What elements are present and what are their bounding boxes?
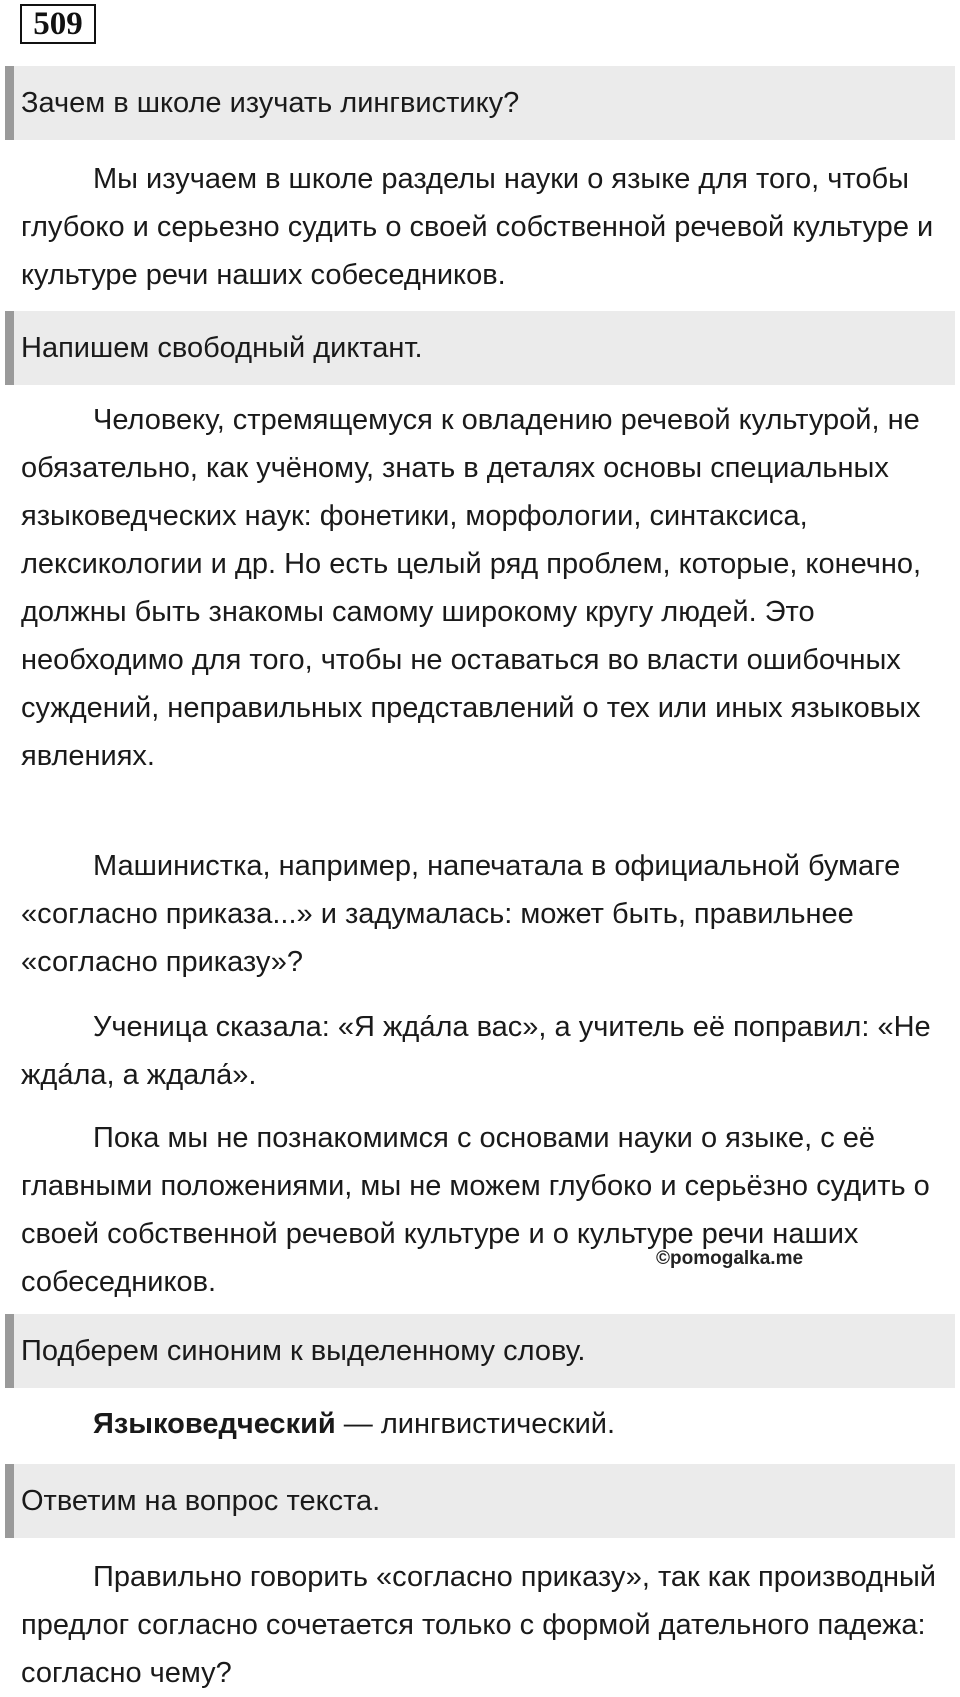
dictation-paragraph-4: Пока мы не познакомимся с основами науки о языке, с её главными положениями, мы не можем глубоко и серьёзно судить о своей собственной речевой культуре и о культуре речи наших собеседников. bbox=[21, 1122, 930, 1298]
section-heading-text: Ответим на вопрос текста. bbox=[21, 1485, 381, 1517]
section-heading-text: Напишем свободный диктант. bbox=[21, 332, 423, 364]
dictation-paragraph-3: Ученица сказала: «Я жда́ла вас», а учитель её поправил: «Не жда́ла, а ждала́». bbox=[21, 1011, 931, 1091]
section-heading-free-dictation bbox=[5, 311, 955, 385]
section-heading-text: Зачем в школе изучать лингвистику? bbox=[21, 87, 520, 119]
task-number-badge: 509 bbox=[20, 4, 96, 44]
synonym-text: — лингвистический. bbox=[335, 1408, 616, 1440]
dictation-paragraph-2: Машинистка, например, напечатала в официальной бумаге «согласно приказа...» и задумалась: может быть, правильнее «согласно приказу»? bbox=[21, 850, 901, 978]
synonym-paragraph bbox=[21, 1400, 946, 1448]
section-heading-synonym bbox=[5, 1314, 955, 1388]
dictation-paragraph-1: Человеку, стремящемуся к овладению речевой культурой, не обязательно, как учёному, знать в деталях основы специальных языковедческих наук: фонетики, морфологии, синтаксиса, лексикологии и др. Но есть целый ряд проблем, которые, конечно, должны быть знакомы самому широкому кругу людей. Это необходимо для того, чтобы не оставаться во власти ошибочных суждений, неправильных представлений о тех или иных языковых явлениях. bbox=[21, 404, 922, 772]
section-heading-text: Подберем синоним к выделенному слову. bbox=[21, 1335, 586, 1367]
section-heading-why-study-linguistics bbox=[5, 66, 955, 140]
section-heading-answer-question bbox=[5, 1464, 955, 1538]
highlighted-word: Языковедческий bbox=[93, 1408, 336, 1440]
answer-question-paragraph: Правильно говорить «согласно приказу», так как производный предлог согласно сочетается только с формой дательного падежа: согласно чему? bbox=[21, 1561, 936, 1689]
watermark: ©pomogalka.me bbox=[656, 1248, 804, 1269]
answer-paragraph: Мы изучаем в школе разделы науки о языке для того, чтобы глубоко и серьезно судить о своей собственной речевой культуре и культуре речи наших собеседников. bbox=[21, 163, 934, 291]
